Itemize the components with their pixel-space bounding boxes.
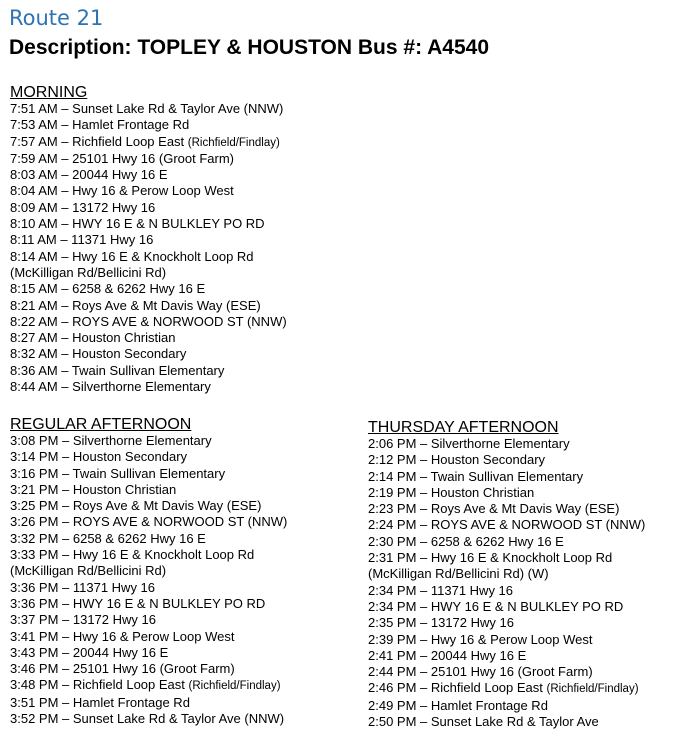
stop-row (10, 482, 287, 498)
stop-row (368, 632, 645, 648)
stop-row (10, 612, 287, 628)
stop-text: 2:39 PM – Hwy 16 & Perow Loop West (368, 631, 593, 647)
stop-text: 3:14 PM – Houston Secondary (10, 449, 188, 465)
stop-row (368, 469, 645, 485)
stop-text: 3:48 PM – Richfield Loop East (10, 677, 189, 693)
stop-text: 8:21 AM – Roys Ave & Mt Davis Way (ESE) (10, 297, 261, 313)
stop-row (10, 200, 287, 216)
stop-text: 2:19 PM – Houston Christian (368, 484, 535, 500)
stop-text: 2:49 PM – Hamlet Frontage Rd (368, 697, 548, 713)
stop-text: 8:15 AM – 6258 & 6262 Hwy 16 E (10, 281, 206, 297)
stop-row (10, 281, 287, 297)
stop-text: 3:36 PM – HWY 16 E & N BULKLEY PO RD (10, 595, 266, 611)
stop-text: 8:44 AM – Silverthorne Elementary (10, 379, 211, 395)
stop-text: 8:10 AM – HWY 16 E & N BULKLEY PO RD (10, 216, 265, 232)
stop-row (10, 216, 287, 232)
stop-row (10, 695, 287, 711)
stop-row (368, 615, 645, 631)
stop-row (10, 249, 287, 265)
stop-row (368, 599, 645, 615)
stop-text: 8:14 AM – Hwy 16 E & Knockholt Loop Rd (10, 248, 254, 264)
stop-row (368, 517, 645, 533)
stop-row (10, 232, 287, 248)
stop-row (368, 648, 645, 664)
stop-row (10, 661, 287, 677)
stop-text: 3:52 PM – Sunset Lake Rd & Taylor Ave (NNW) (10, 711, 285, 727)
stop-text: 3:51 PM – Hamlet Frontage Rd (10, 694, 190, 710)
stop-area-note: (Richfield/Findlay) (188, 680, 281, 693)
stop-row (10, 449, 287, 465)
stop-row (10, 346, 287, 362)
stop-row (10, 498, 287, 514)
stop-row (368, 485, 645, 501)
stop-text: 2:30 PM – 6258 & 6262 Hwy 16 E (368, 533, 564, 549)
stop-row (368, 680, 645, 697)
stop-row (368, 550, 645, 566)
stop-text: 3:32 PM – 6258 & 6262 Hwy 16 E (10, 530, 206, 546)
stop-row (10, 629, 287, 645)
stop-text: 7:51 AM – Sunset Lake Rd & Taylor Ave (NNW) (10, 101, 284, 116)
stop-text: 3:43 PM – 20044 Hwy 16 E (10, 644, 169, 660)
stop-row (10, 101, 287, 117)
stop-row (10, 330, 287, 346)
stop-text: 2:34 PM – 11371 Hwy 16 (368, 582, 514, 598)
stop-row (10, 314, 287, 330)
stop-text: 8:22 AM – ROYS AVE & NORWOOD ST (NNW) (10, 313, 287, 329)
stop-text: (McKilligan Rd/Bellicini Rd) (10, 264, 167, 280)
stop-text: 2:46 PM – Richfield Loop East (368, 680, 547, 696)
stop-text: 2:34 PM – HWY 16 E & N BULKLEY PO RD (368, 598, 624, 614)
stop-row (368, 436, 645, 452)
stop-text: 2:31 PM – Hwy 16 E & Knockholt Loop Rd (368, 550, 613, 566)
stop-text: 3:21 PM – Houston Christian (10, 481, 177, 497)
stop-text: 3:36 PM – 11371 Hwy 16 (10, 579, 156, 595)
stop-text: 3:41 PM – Hwy 16 & Perow Loop West (10, 628, 235, 644)
stop-row (368, 583, 645, 599)
thursday-afternoon-heading: THURSDAY AFTERNOON (368, 419, 559, 436)
regular-afternoon-stop-list (10, 433, 287, 727)
stop-row (10, 677, 287, 694)
stop-row (368, 664, 645, 680)
stop-text: 3:33 PM – Hwy 16 E & Knockholt Loop Rd (10, 547, 255, 563)
stop-row (10, 265, 287, 281)
regular-afternoon-heading: REGULAR AFTERNOON (10, 416, 192, 433)
stop-text: 3:25 PM – Roys Ave & Mt Davis Way (ESE) (10, 498, 262, 514)
stop-row (10, 466, 287, 482)
stop-row (10, 379, 287, 395)
stop-text: 3:37 PM – 13172 Hwy 16 (10, 612, 156, 628)
stop-text: 2:44 PM – 25101 Hwy 16 (Groot Farm) (368, 664, 593, 680)
stop-row (368, 501, 645, 517)
stop-text: 2:23 PM – Roys Ave & Mt Davis Way (ESE) (368, 501, 620, 517)
stop-text: 8:27 AM – Houston Christian (10, 330, 176, 346)
stop-text: 2:12 PM – Houston Secondary (368, 452, 546, 468)
stop-row (368, 452, 645, 468)
stop-text: 3:46 PM – 25101 Hwy 16 (Groot Farm) (10, 661, 235, 677)
stop-text: 2:41 PM – 20044 Hwy 16 E (368, 647, 527, 663)
stop-text: 8:36 AM – Twain Sullivan Elementary (10, 362, 225, 378)
stop-row (368, 714, 645, 730)
morning-heading: MORNING (10, 84, 88, 101)
morning-stop-list (10, 101, 287, 395)
stop-row (368, 698, 645, 714)
stop-text: 2:35 PM – 13172 Hwy 16 (368, 615, 514, 631)
stop-area-note: (Richfield/Findlay) (187, 136, 280, 149)
stop-text: (McKilligan Rd/Bellicini Rd) (W) (368, 566, 549, 582)
stop-row (10, 363, 287, 379)
stop-row (10, 167, 287, 183)
stop-text: 7:53 AM – Hamlet Frontage Rd (10, 117, 190, 133)
thursday-afternoon-schedule (368, 419, 645, 730)
stop-text: 2:14 PM – Twain Sullivan Elementary (368, 468, 584, 484)
stop-row (10, 711, 287, 727)
stop-text: 8:11 AM – 11371 Hwy 16 (10, 232, 154, 248)
stop-row (10, 531, 287, 547)
stop-text: 7:59 AM – 25101 Hwy 16 (Groot Farm) (10, 150, 234, 166)
route-title: Route 21 (9, 6, 104, 30)
stop-text: 2:24 PM – ROYS AVE & NORWOOD ST (NNW) (368, 517, 646, 533)
stop-text: 8:32 AM – Houston Secondary (10, 346, 187, 362)
stop-text: 8:04 AM – Hwy 16 & Perow Loop West (10, 183, 234, 199)
stop-row (10, 645, 287, 661)
stop-text: 3:08 PM – Silverthorne Elementary (10, 433, 212, 448)
stop-text: 3:26 PM – ROYS AVE & NORWOOD ST (NNW) (10, 514, 288, 530)
stop-row (368, 534, 645, 550)
morning-schedule (10, 84, 287, 395)
thursday-afternoon-stop-list (368, 436, 645, 730)
stop-text: 2:06 PM – Silverthorne Elementary (368, 436, 570, 451)
stop-row (10, 117, 287, 133)
stop-text: (McKilligan Rd/Bellicini Rd) (10, 563, 167, 579)
stop-row (10, 298, 287, 314)
route-description: Description: TOPLEY & HOUSTON Bus #: A4540 (9, 36, 490, 59)
stop-row (368, 566, 645, 582)
stop-row (10, 134, 287, 151)
stop-area-note: (Richfield/Findlay) (546, 683, 639, 696)
stop-row (10, 547, 287, 563)
stop-text: 8:03 AM – 20044 Hwy 16 E (10, 167, 168, 183)
stop-text: 3:16 PM – Twain Sullivan Elementary (10, 465, 226, 481)
regular-afternoon-schedule (10, 416, 287, 727)
stop-row (10, 563, 287, 579)
stop-row (10, 151, 287, 167)
stop-text: 7:57 AM – Richfield Loop East (10, 133, 188, 149)
stop-row (10, 433, 287, 449)
stop-row (10, 183, 287, 199)
stop-row (10, 514, 287, 530)
stop-text: 2:50 PM – Sunset Lake Rd & Taylor Ave (368, 714, 599, 730)
stop-row (10, 580, 287, 596)
stop-row (10, 596, 287, 612)
stop-text: 8:09 AM – 13172 Hwy 16 (10, 199, 156, 215)
